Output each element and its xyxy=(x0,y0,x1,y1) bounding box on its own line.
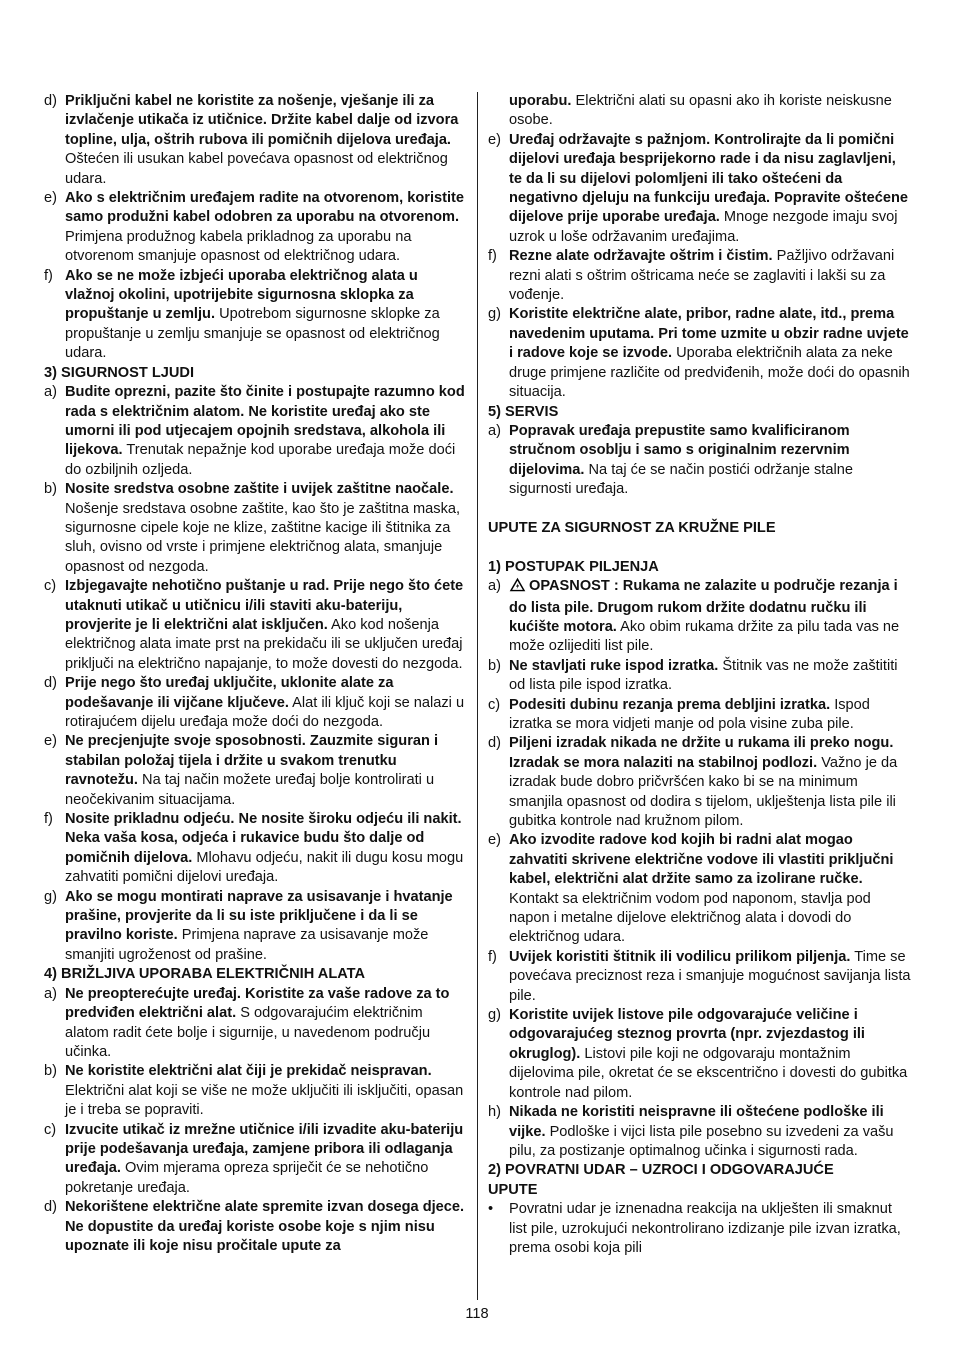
list-item-label: a) xyxy=(44,384,57,401)
list-item: f) Uvijek koristiti štitnik ili vodilicu prilikom piljenja. Time se povećava preciznost reza i smanjuje mogućnost savijanja lista pile. xyxy=(488,948,911,1004)
service-items xyxy=(488,422,912,500)
list-item: a) Popravak uređaja prepustite samo kvalificiranom stručnom osoblju i samo s originalnim rezervnim dijelovima. Na taj će se način postići održanje stalne sigurnosti uređaja. xyxy=(488,422,853,498)
list-item: e) Ako izvodite radove kod kojih bi radni alat mogao zahvatiti skrivene električne vodove ili vlastiti priključni kabel, električni alat držite samo za izolirane ručke. Kontakt sa električnim vodom pod naponom, stavlja pod napon i metalne dijelove električnog alata i dovodi do električnog udara. xyxy=(488,832,894,946)
list-item: e) Uređaj održavajte s pažnjom. Kontrolirajte da li pomični dijelovi uređaja besprijekorno rade i da nisu zaglavljeni, te da li su dijelovi polomljeni ili tako oštećeni da negativno djeluju na funkciju uređaja. Popravite oštećene dijelove prije uporabe uređaja. Mnoge nezgode imaju svoj uzrok u loše održavanim uređajima. xyxy=(488,131,908,245)
list-item-label: b) xyxy=(44,1063,57,1080)
section-heading-tool-use: 4) BRIŽLJIVA UPORABA ELEKTRIČNIH ALATA xyxy=(44,966,366,983)
list-item: e) Ako s električnim uređajem radite na otvorenom, koristite samo produžni kabel odobren za uporabu na otvorenom. Primjena produžnog kabela prikladnog za uporabu na otvorenom smanjuje opasnost od električnog udara. xyxy=(44,190,465,265)
list-item-label: f) xyxy=(44,811,53,828)
tool-use-items-continued xyxy=(488,131,912,403)
list-item: c) Izvucite utikač iz mrežne utičnice i/ili izvadite aku-bateriju prije podešavanja uređaja, zamjene pribora ili odlaganja uređaja. Ovim mjerama opreza spriječit će se nehotično pokretanje uređaja. xyxy=(44,1121,464,1196)
right-column xyxy=(488,92,912,1258)
list-item-label: h) xyxy=(488,1104,501,1121)
list-item: h) Nikada ne koristiti neispravne ili oštećene podloške ili vijke. Podloške i vijci lista pile posebno su izvedeni za vašu pilu, za postizanje optimalnog učinka i sigurnosti rada. xyxy=(488,1104,894,1159)
list-item: g) Koristite uvijek listove pile odgovarajuće veličine i odgovarajućeg steznog provrta (npr. zvjezdastog ili okruglog). Listovi pile koji ne odgovaraju montažnim dijelovima pile, okretat će se ekscentrično i dovesti do gubitka kontrole nad pilom. xyxy=(488,1007,908,1101)
list-item-label: a) xyxy=(44,985,57,1002)
list-item-label: b) xyxy=(44,481,57,498)
bullet-item: • Povratni udar je iznenadna reakcija na uklješten ili smaknut list pile, uzrokujući nekontrolirano izdizanje pile izvan izratka, prema osobi koja pili xyxy=(488,1201,901,1256)
list-item: b) Nosite sredstva osobne zaštite i uvijek zaštitne naočale. Nošenje sredstava osobne zaštite, kao što je zaštitna maska, sigurnosne cipele koje ne klize, zaštitne kacige ili štitnika za sluh, ovisno od vrste i primjene električnog alata, smanjuje opasnost od nezgoda. xyxy=(44,481,461,575)
list-item: b) Ne stavljati ruke ispod izratka. Štitnik vas ne može zaštititi od lista pile ispod izratka. xyxy=(488,657,898,694)
list-item: a) Ne preopterećujte uređaj. Koristite za vaše radove za to predviđen električni alat. S odgovarajućim električnim alatom radit ćete bolje i sigurnije, u navedenom području učinka. xyxy=(44,985,450,1060)
list-item-label: e) xyxy=(44,733,57,750)
list-item-label: f) xyxy=(488,948,497,965)
list-item-label: c) xyxy=(44,578,57,595)
list-item-label: g) xyxy=(44,888,57,905)
warning-triangle-icon xyxy=(509,577,526,598)
section-heading-service: 5) SERVIS xyxy=(488,403,559,420)
list-item: c) Podesiti dubinu rezanja prema debljini izratka. Ispod izratka se mora vidjeti manje od pola visine zuba pile. xyxy=(488,696,870,732)
section-heading-personal-safety: 3) SIGURNOST LJUDI xyxy=(44,364,195,381)
list-item-label: b) xyxy=(488,657,501,674)
list-item: g) Ako se mogu montirati naprave za usisavanje i hvatanje prašine, provjerite da li su iste priključene i da li se pravilno koriste. Primjena naprave za usisavanje može smanjiti ugroženost od prašine. xyxy=(44,888,453,963)
list-item: c) Izbjegavajte nehotično puštanje u rad. Prije nego što ćete utaknuti utikač u utičnicu i/ili staviti aku-bateriju, provjerite je li električni alat isključen. Ako kod nošenja električnog alata imate prst na prekidaču ili se uključen uređaj priključi na električno napajanje, to može dovesti do nezgoda. xyxy=(44,578,464,672)
list-item-label: d) xyxy=(488,735,501,752)
list-item: d) Prije nego što uređaj uključite, uklonite alate za podešavanje ili vijčane ključeve. Alat ili ključ koji se nalazi u rotirajućem dijelu uređaja može doći do nezgoda. xyxy=(44,675,465,730)
bullet-label: • xyxy=(488,1201,494,1218)
list-item-label: d) xyxy=(44,675,57,692)
continuation-paragraph: uporabu. Električni alati su opasni ako ih koriste neiskusne osobe. xyxy=(509,93,892,129)
list-item-label: e) xyxy=(488,131,501,148)
list-item: a) Budite oprezni, pazite što činite i postupajte razumno kod rada s električnim alatom. Ne koristite uređaj ako ste umorni ili pod utjecajem opojnih sredstava, alkohola ili lijekova. Trenutak nepažnje kod uporabe uređaja može doći do ozbiljnih ozljeda. xyxy=(44,384,465,478)
left-column xyxy=(44,92,465,1256)
list-item-label: f) xyxy=(44,267,53,284)
list-item: d) Priključni kabel ne koristite za nošenje, vješanje ili za izvlačenje utikača iz utičnice. Držite kabel dalje od izvora topline, ulja, oštrih rubova ili pomičnih dijelova uređaja. Oštećen ili usukan kabel povećava opasnost od električnog udara. xyxy=(44,93,459,187)
list-item-label: a) xyxy=(488,422,501,439)
list-item: b) Ne koristite električni alat čiji je prekidač neispravan. Električni alat koji se više ne može uključiti ili isključiti, opasan je i treba se popraviti. xyxy=(44,1063,464,1119)
list-item-label: g) xyxy=(488,306,501,323)
list-item: a) OPASNOST : Rukama ne zalazite u područje rezanja i do lista pile. Drugom rukom držite dodatnu ručku ili kućište motora. Ako obim rukama držite za pilu tada vas ne može ozlijediti list pile. xyxy=(488,578,900,655)
list-item-label: g) xyxy=(488,1007,501,1024)
electrical-safety-items xyxy=(44,92,465,364)
list-item: f) Ako se ne može izbjeći uporaba električnog alata u vlažnoj okolini, upotrijebite sigurnosna sklopka za propuštanje u zemlju. Upotrebom sigurnosne sklopke za propuštanje u zemlju smanjuje se opasnost od električnog udara. xyxy=(44,267,440,362)
column-divider xyxy=(477,92,478,1300)
list-item-label: e) xyxy=(44,190,57,207)
section-heading-kickback: 2) POVRATNI UDAR – UZROCI I ODGOVARAJUĆE UPUTE xyxy=(488,1162,834,1198)
section-heading-sawing-procedure: 1) POSTUPAK PILJENJA xyxy=(488,558,659,575)
list-item-label: a) xyxy=(488,578,501,595)
page-number: 118 xyxy=(465,1306,489,1322)
list-item: e) Ne precjenjujte svoje sposobnosti. Zauzmite siguran i stabilan položaj tijela i držite u svakom trenutku ravnotežu. Na taj način možete uređaj bolje kontrolirati u neočekivanim situacijama. xyxy=(44,733,439,808)
list-item-label: c) xyxy=(44,1121,57,1138)
personal-safety-items xyxy=(44,383,465,965)
list-item-label: d) xyxy=(44,1199,57,1216)
list-item: g) Koristite električne alate, pribor, radne alate, itd., prema navedenim uputama. Pri tome uzmite u obzir radne uvjete i radove koje se izvode. Uporaba električnih alata za neke druge primjene različite od predviđenih, može doći do opasnih situacija. xyxy=(488,306,910,401)
list-item-label: e) xyxy=(488,832,501,849)
list-item-label: d) xyxy=(44,93,57,109)
list-item: d) Piljeni izradak nikada ne držite u rukama ili preko nogu. Izradak se mora nalaziti na stabilnoj podlozi. Važno je da izradak bude dobro pričvršćen kako bi se na minimum smanjila opasnost od dodira s tijelom, uklještenja lista pile ili gubitka kontrole nad kružnom pilom. xyxy=(488,735,898,829)
list-item: f) Rezne alate održavajte oštrim i čistim. Pažljivo održavani rezni alati s oštrim oštricama neće se zaglaviti i lakši su za vođenje. xyxy=(488,248,895,304)
section-title-circular-saws: UPUTE ZA SIGURNOST ZA KRUŽNE PILE xyxy=(488,519,776,536)
list-item: f) Nosite prikladnu odjeću. Ne nosite široku odjeću ili nakit. Neka vaša kosa, odjeća i rukavice budu što dalje od pomičnih dijelova. Mlohavu odjeću, nakit ili dugu kosu mogu zahvatiti pomični dijelovi uređaja. xyxy=(44,811,464,886)
list-item: d) Nekorištene električne alate spremite izvan dosega djece. Ne dopustite da uređaj koriste osobe koje s njim nisu upoznate ili koje nisu pročitale upute za xyxy=(44,1199,465,1254)
sawing-procedure-items xyxy=(488,657,912,1162)
list-item-label: c) xyxy=(488,696,501,713)
list-item-label: f) xyxy=(488,248,497,265)
tool-use-items xyxy=(44,985,465,1257)
